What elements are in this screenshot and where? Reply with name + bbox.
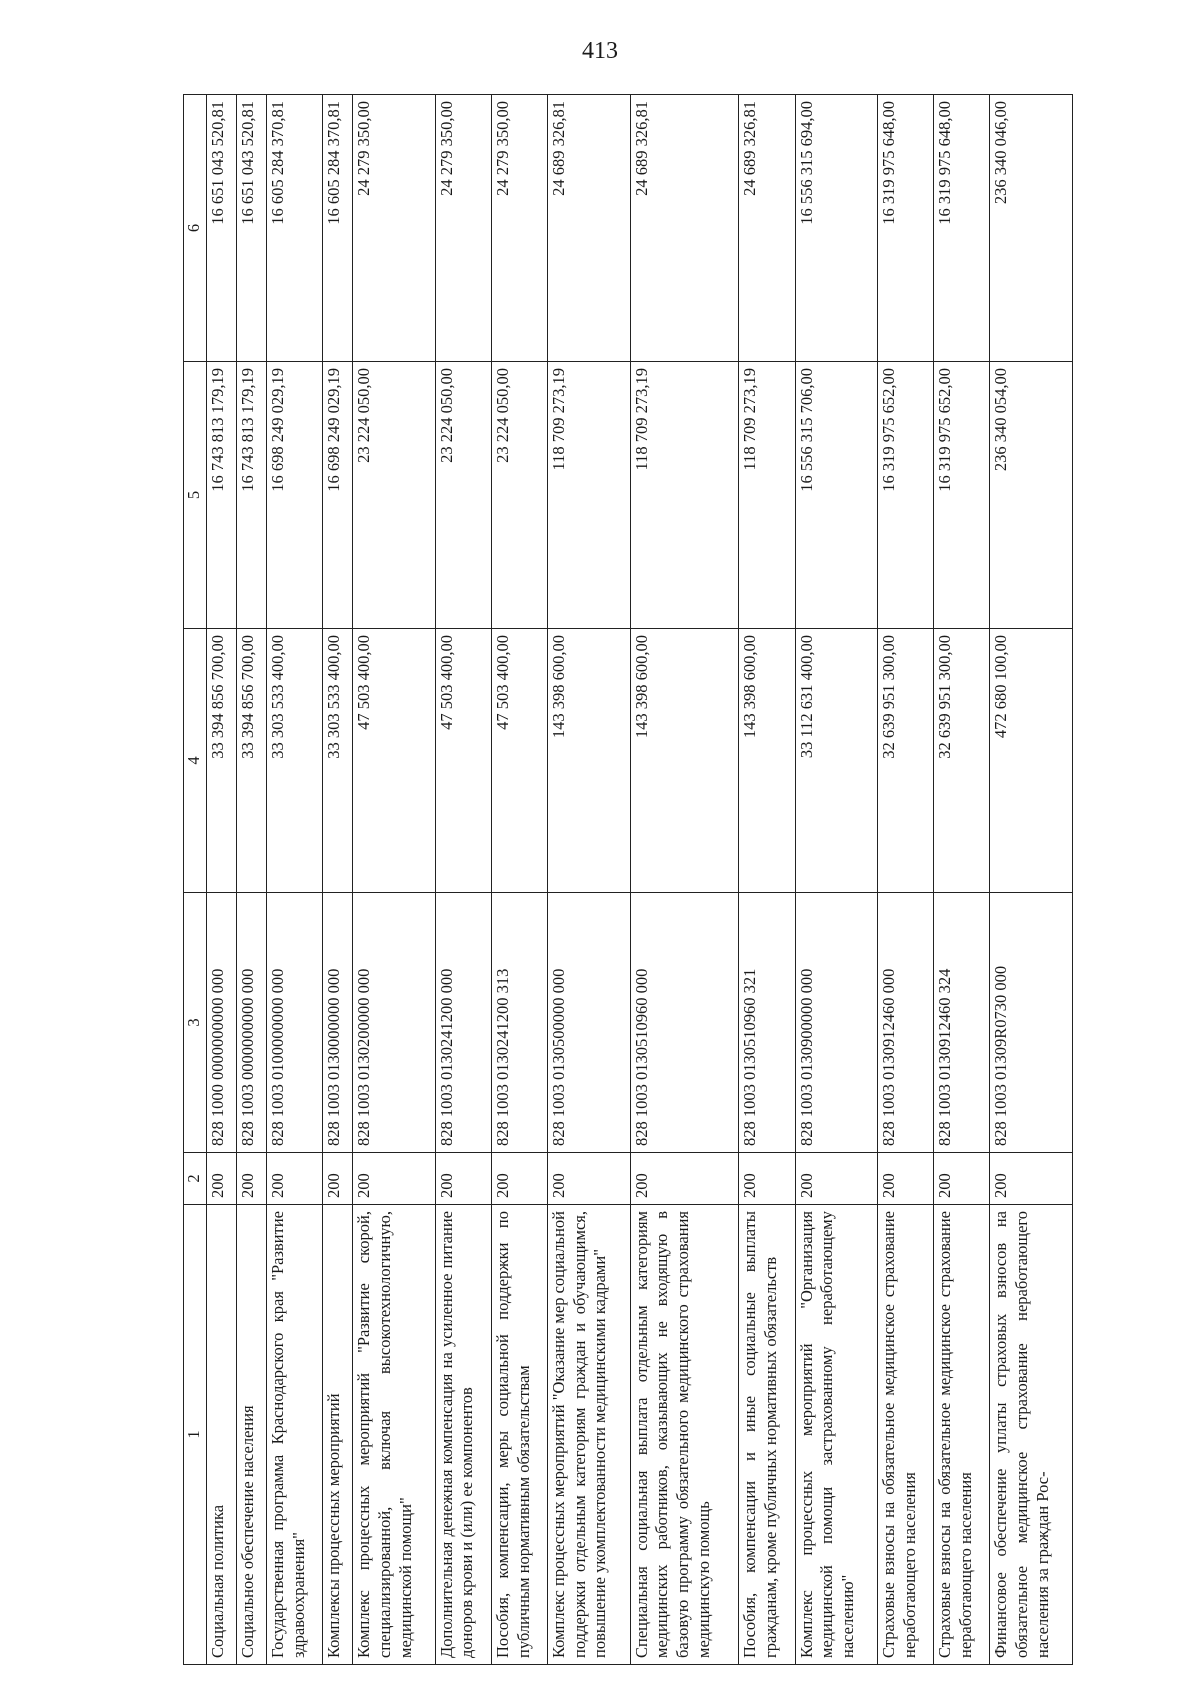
row-name: Комплекс процессных мероприятий "Развитие скорой, специализированной, включая высокотехнологичную, медицинской помощи"	[353, 1205, 435, 1665]
table-body	[207, 95, 1073, 1665]
table-header	[184, 95, 207, 1665]
table-row	[491, 95, 547, 1665]
row-amount-5: 23 224 050,00	[435, 362, 491, 629]
table-row	[878, 95, 934, 1665]
row-group: 200	[630, 1153, 739, 1205]
row-group: 200	[323, 1153, 353, 1205]
row-amount-6: 16 605 284 370,81	[267, 95, 323, 362]
row-group: 200	[207, 1153, 237, 1205]
row-amount-4: 32 639 951 300,00	[934, 629, 990, 893]
header-col-5: 5	[184, 362, 207, 629]
header-col-1: 1	[184, 1205, 207, 1665]
table-row	[267, 95, 323, 1665]
row-group: 200	[934, 1153, 990, 1205]
row-code: 828 1003 0130241200 313	[491, 893, 547, 1153]
row-name: Комплекс процессных мероприятий "Оказание мер социальной поддержки отдельным категориям граждан и обучающимся, повышение укомплектованности медицинскими кадрами"	[548, 1205, 630, 1665]
row-amount-5: 23 224 050,00	[491, 362, 547, 629]
row-name: Страховые взносы на обязательное медицинское страхование неработающего населения	[934, 1205, 990, 1665]
table-row	[435, 95, 491, 1665]
row-group: 200	[491, 1153, 547, 1205]
row-group: 200	[435, 1153, 491, 1205]
row-amount-6: 24 279 350,00	[435, 95, 491, 362]
row-name: Страховые взносы на обязательное медицинское страхование неработающего населения	[878, 1205, 934, 1665]
row-name: Комплекс процессных мероприятий "Организация медицинской помощи застрахованному неработающему населению"	[795, 1205, 877, 1665]
row-amount-5: 16 698 249 029,19	[267, 362, 323, 629]
row-amount-5: 16 319 975 652,00	[878, 362, 934, 629]
row-amount-5: 118 709 273,19	[548, 362, 630, 629]
row-amount-6: 16 319 975 648,00	[878, 95, 934, 362]
row-amount-4: 32 639 951 300,00	[878, 629, 934, 893]
table-row	[353, 95, 435, 1665]
row-group: 200	[267, 1153, 323, 1205]
row-amount-4: 143 398 600,00	[630, 629, 739, 893]
row-code: 828 1003 0130912460 324	[934, 893, 990, 1153]
row-amount-5: 118 709 273,19	[630, 362, 739, 629]
row-group: 200	[739, 1153, 795, 1205]
row-amount-4: 472 680 100,00	[990, 629, 1073, 893]
page-number: 413	[582, 38, 618, 64]
row-amount-4: 33 394 856 700,00	[237, 629, 267, 893]
row-code: 828 1003 0130000000 000	[323, 893, 353, 1153]
row-name: Специальная социальная выплата отдельным категориям медицинских работников, оказывающих не входящую в базовую программу обязательного медицинского страхования медицинскую помощь	[630, 1205, 739, 1665]
row-amount-6: 24 279 350,00	[491, 95, 547, 362]
row-code: 828 1003 0130912460 000	[878, 893, 934, 1153]
row-amount-5: 16 743 813 179,19	[207, 362, 237, 629]
row-amount-4: 33 303 533 400,00	[267, 629, 323, 893]
row-name: Пособия, компенсации, меры социальной поддержки по публичным нормативным обязательствам	[491, 1205, 547, 1665]
table-row	[795, 95, 877, 1665]
header-col-3: 3	[184, 893, 207, 1153]
row-amount-6: 236 340 046,00	[990, 95, 1073, 362]
row-amount-6: 24 279 350,00	[353, 95, 435, 362]
row-code: 828 1003 01309R0730 000	[990, 893, 1073, 1153]
table-row	[630, 95, 739, 1665]
row-amount-4: 143 398 600,00	[739, 629, 795, 893]
row-group: 200	[990, 1153, 1073, 1205]
row-name: Социальное обеспечение населения	[237, 1205, 267, 1665]
row-code: 828 1003 0130500000 000	[548, 893, 630, 1153]
row-amount-6: 16 605 284 370,81	[323, 95, 353, 362]
row-group: 200	[548, 1153, 630, 1205]
row-amount-4: 33 303 533 400,00	[323, 629, 353, 893]
rotated-table-container	[183, 95, 1073, 1665]
table-row	[237, 95, 267, 1665]
budget-table	[183, 94, 1073, 1665]
row-amount-6: 16 556 315 694,00	[795, 95, 877, 362]
row-code: 828 1003 0130200000 000	[353, 893, 435, 1153]
row-code: 828 1003 0000000000 000	[237, 893, 267, 1153]
row-amount-5: 16 556 315 706,00	[795, 362, 877, 629]
row-amount-5: 16 743 813 179,19	[237, 362, 267, 629]
row-amount-5: 16 319 975 652,00	[934, 362, 990, 629]
row-amount-5: 118 709 273,19	[739, 362, 795, 629]
row-name: Комплексы процессных мероприятий	[323, 1205, 353, 1665]
row-code: 828 1003 0130510960 000	[630, 893, 739, 1153]
row-group: 200	[878, 1153, 934, 1205]
header-col-2: 2	[184, 1153, 207, 1205]
row-code: 828 1000 0000000000 000	[207, 893, 237, 1153]
header-col-4: 4	[184, 629, 207, 893]
table-row	[207, 95, 237, 1665]
row-name: Пособия, компенсации и иные социальные выплаты гражданам, кроме публичных нормативных обязательств	[739, 1205, 795, 1665]
row-amount-6: 16 651 043 520,81	[207, 95, 237, 362]
header-row	[184, 95, 207, 1665]
row-code: 828 1003 0130900000 000	[795, 893, 877, 1153]
table-row	[990, 95, 1073, 1665]
row-group: 200	[795, 1153, 877, 1205]
row-amount-6: 24 689 326,81	[630, 95, 739, 362]
row-amount-5: 23 224 050,00	[353, 362, 435, 629]
row-amount-4: 47 503 400,00	[435, 629, 491, 893]
row-amount-4: 47 503 400,00	[491, 629, 547, 893]
row-amount-4: 33 394 856 700,00	[207, 629, 237, 893]
table-row	[739, 95, 795, 1665]
row-code: 828 1003 0130241200 000	[435, 893, 491, 1153]
row-amount-4: 47 503 400,00	[353, 629, 435, 893]
rotated-table-area	[183, 95, 1073, 1665]
row-group: 200	[237, 1153, 267, 1205]
row-name: Социальная политика	[207, 1205, 237, 1665]
row-amount-6: 16 651 043 520,81	[237, 95, 267, 362]
row-amount-4: 143 398 600,00	[548, 629, 630, 893]
table-row	[548, 95, 630, 1665]
row-amount-4: 33 112 631 400,00	[795, 629, 877, 893]
row-amount-5: 16 698 249 029,19	[323, 362, 353, 629]
row-amount-6: 16 319 975 648,00	[934, 95, 990, 362]
row-amount-6: 24 689 326,81	[739, 95, 795, 362]
row-name: Государственная программа Краснодарского края "Развитие здравоохранения"	[267, 1205, 323, 1665]
header-col-6: 6	[184, 95, 207, 362]
row-amount-5: 236 340 054,00	[990, 362, 1073, 629]
table-row	[323, 95, 353, 1665]
row-code: 828 1003 0130510960 321	[739, 893, 795, 1153]
row-amount-6: 24 689 326,81	[548, 95, 630, 362]
row-group: 200	[353, 1153, 435, 1205]
row-code: 828 1003 0100000000 000	[267, 893, 323, 1153]
row-name: Финансовое обеспечение уплаты страховых взносов на обязательное медицинское страхование неработающего населения за граждан Рос-	[990, 1205, 1073, 1665]
table-row	[934, 95, 990, 1665]
row-name: Дополнительная денежная компенсация на усиленное питание доноров крови и (или) ее компонентов	[435, 1205, 491, 1665]
